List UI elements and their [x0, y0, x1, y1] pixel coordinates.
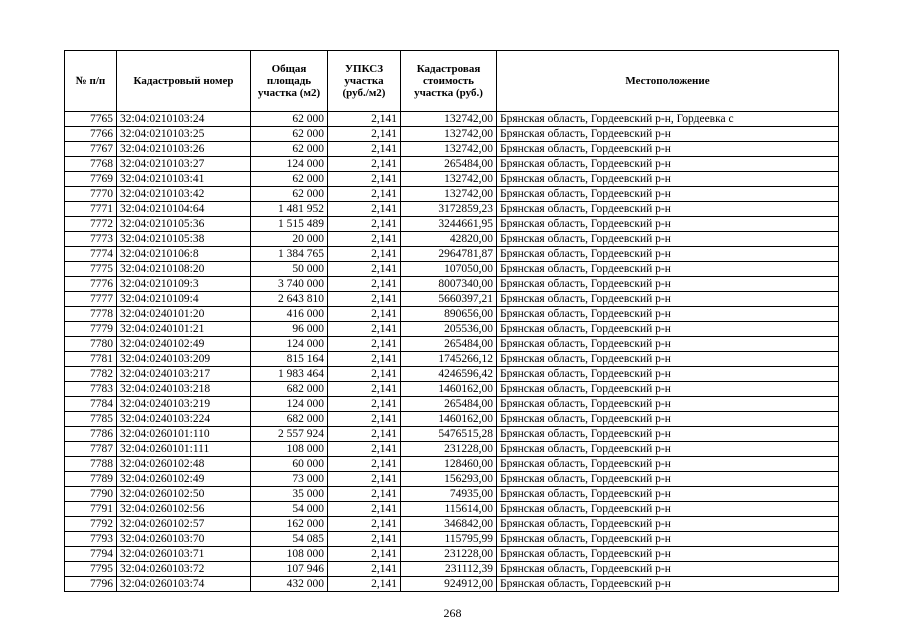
- cell-cost: 205536,00: [401, 322, 497, 337]
- cell-area: 162 000: [251, 517, 328, 532]
- cell-cost: 890656,00: [401, 307, 497, 322]
- cell-cost: 42820,00: [401, 232, 497, 247]
- header-area: Общая площадь участка (м2): [251, 51, 328, 112]
- cell-upk: 2,141: [328, 142, 401, 157]
- table-row: [65, 202, 839, 217]
- table-row: [65, 577, 839, 592]
- cell-cost: 4246596,42: [401, 367, 497, 382]
- cell-area: 815 164: [251, 352, 328, 367]
- table-row: [65, 232, 839, 247]
- cell-upk: 2,141: [328, 112, 401, 127]
- cell-location: Брянская область, Гордеевский р-н: [497, 457, 839, 472]
- cell-cost: 132742,00: [401, 172, 497, 187]
- cell-location: Брянская область, Гордеевский р-н: [497, 232, 839, 247]
- cell-area: 1 384 765: [251, 247, 328, 262]
- cell-area: 682 000: [251, 412, 328, 427]
- table-row: [65, 217, 839, 232]
- cell-area: 107 946: [251, 562, 328, 577]
- cell-area: 62 000: [251, 112, 328, 127]
- cell-num: 7788: [65, 457, 117, 472]
- cell-cadastral-number: 32:04:0240103:224: [117, 412, 251, 427]
- cell-location: Брянская область, Гордеевский р-н: [497, 427, 839, 442]
- cell-upk: 2,141: [328, 127, 401, 142]
- cell-area: 54 000: [251, 502, 328, 517]
- cell-upk: 2,141: [328, 307, 401, 322]
- table-row: [65, 502, 839, 517]
- cell-area: 432 000: [251, 577, 328, 592]
- cell-area: 62 000: [251, 142, 328, 157]
- cell-cadastral-number: 32:04:0260101:110: [117, 427, 251, 442]
- cell-num: 7779: [65, 322, 117, 337]
- cell-num: 7773: [65, 232, 117, 247]
- cell-cadastral-number: 32:04:0260102:57: [117, 517, 251, 532]
- cell-cadastral-number: 32:04:0210105:36: [117, 217, 251, 232]
- cell-num: 7770: [65, 187, 117, 202]
- cell-num: 7772: [65, 217, 117, 232]
- cell-upk: 2,141: [328, 157, 401, 172]
- page-number: 268: [443, 606, 462, 620]
- cell-cost: 3172859,23: [401, 202, 497, 217]
- table-row: [65, 307, 839, 322]
- cell-location: Брянская область, Гордеевский р-н: [497, 367, 839, 382]
- cell-upk: 2,141: [328, 292, 401, 307]
- cell-cadastral-number: 32:04:0240102:49: [117, 337, 251, 352]
- cell-area: 416 000: [251, 307, 328, 322]
- cell-area: 1 515 489: [251, 217, 328, 232]
- table-row: [65, 127, 839, 142]
- cell-cadastral-number: 32:04:0260103:70: [117, 532, 251, 547]
- header-num: № п/п: [65, 51, 117, 112]
- cell-area: 54 085: [251, 532, 328, 547]
- cell-cadastral-number: 32:04:0210103:25: [117, 127, 251, 142]
- cell-area: 2 643 810: [251, 292, 328, 307]
- cell-num: 7795: [65, 562, 117, 577]
- table-row: [65, 292, 839, 307]
- header-row: [65, 51, 839, 112]
- cell-num: 7769: [65, 172, 117, 187]
- cell-cadastral-number: 32:04:0260103:74: [117, 577, 251, 592]
- cell-location: Брянская область, Гордеевский р-н, Гордеевка с: [497, 112, 839, 127]
- cell-area: 1 983 464: [251, 367, 328, 382]
- table-row: [65, 142, 839, 157]
- cell-area: 20 000: [251, 232, 328, 247]
- cell-cost: 231228,00: [401, 442, 497, 457]
- cell-cost: 265484,00: [401, 397, 497, 412]
- cell-upk: 2,141: [328, 442, 401, 457]
- cell-area: 96 000: [251, 322, 328, 337]
- table-row: [65, 487, 839, 502]
- table-row: [65, 382, 839, 397]
- cell-cadastral-number: 32:04:0210103:41: [117, 172, 251, 187]
- cell-area: 62 000: [251, 187, 328, 202]
- cell-cost: 265484,00: [401, 157, 497, 172]
- header-upk: УПКСЗ участка (руб./м2): [328, 51, 401, 112]
- document-page: [64, 50, 839, 592]
- cell-location: Брянская область, Гордеевский р-н: [497, 577, 839, 592]
- cell-num: 7766: [65, 127, 117, 142]
- cell-location: Брянская область, Гордеевский р-н: [497, 307, 839, 322]
- cell-cadastral-number: 32:04:0240101:20: [117, 307, 251, 322]
- cell-cost: 231228,00: [401, 547, 497, 562]
- cell-location: Брянская область, Гордеевский р-н: [497, 337, 839, 352]
- cell-num: 7783: [65, 382, 117, 397]
- cell-location: Брянская область, Гордеевский р-н: [497, 547, 839, 562]
- cell-cadastral-number: 32:04:0210103:26: [117, 142, 251, 157]
- table-row: [65, 532, 839, 547]
- cell-cadastral-number: 32:04:0210103:27: [117, 157, 251, 172]
- cell-cost: 132742,00: [401, 187, 497, 202]
- cell-cost: 132742,00: [401, 127, 497, 142]
- cell-cadastral-number: 32:04:0210108:20: [117, 262, 251, 277]
- cell-num: 7789: [65, 472, 117, 487]
- cell-area: 50 000: [251, 262, 328, 277]
- cell-upk: 2,141: [328, 382, 401, 397]
- cell-upk: 2,141: [328, 472, 401, 487]
- table-row: [65, 397, 839, 412]
- cell-cadastral-number: 32:04:0260102:49: [117, 472, 251, 487]
- cell-num: 7765: [65, 112, 117, 127]
- cell-cost: 2964781,87: [401, 247, 497, 262]
- cell-location: Брянская область, Гордеевский р-н: [497, 247, 839, 262]
- header-cost: Кадастровая стоимость участка (руб.): [401, 51, 497, 112]
- cell-num: 7780: [65, 337, 117, 352]
- cell-upk: 2,141: [328, 322, 401, 337]
- cell-num: 7784: [65, 397, 117, 412]
- table-row: [65, 337, 839, 352]
- cell-cadastral-number: 32:04:0260103:72: [117, 562, 251, 577]
- cell-location: Брянская область, Гордеевский р-н: [497, 517, 839, 532]
- cell-cost: 115614,00: [401, 502, 497, 517]
- cell-upk: 2,141: [328, 547, 401, 562]
- cell-upk: 2,141: [328, 457, 401, 472]
- cell-cadastral-number: 32:04:0240103:219: [117, 397, 251, 412]
- cell-area: 124 000: [251, 157, 328, 172]
- cell-num: 7787: [65, 442, 117, 457]
- cell-upk: 2,141: [328, 397, 401, 412]
- cell-num: 7776: [65, 277, 117, 292]
- cell-upk: 2,141: [328, 277, 401, 292]
- cell-num: 7796: [65, 577, 117, 592]
- cell-num: 7785: [65, 412, 117, 427]
- cell-location: Брянская область, Гордеевский р-н: [497, 277, 839, 292]
- cell-num: 7771: [65, 202, 117, 217]
- cell-location: Брянская область, Гордеевский р-н: [497, 172, 839, 187]
- table-row: [65, 412, 839, 427]
- table-row: [65, 367, 839, 382]
- cell-cadastral-number: 32:04:0210109:4: [117, 292, 251, 307]
- cell-cadastral-number: 32:04:0210109:3: [117, 277, 251, 292]
- cell-location: Брянская область, Гордеевский р-н: [497, 292, 839, 307]
- cell-cost: 128460,00: [401, 457, 497, 472]
- cell-num: 7793: [65, 532, 117, 547]
- cell-num: 7778: [65, 307, 117, 322]
- cell-num: 7774: [65, 247, 117, 262]
- cell-location: Брянская область, Гордеевский р-н: [497, 157, 839, 172]
- cell-cost: 156293,00: [401, 472, 497, 487]
- table-row: [65, 187, 839, 202]
- cell-upk: 2,141: [328, 187, 401, 202]
- cell-area: 124 000: [251, 337, 328, 352]
- table-row: [65, 472, 839, 487]
- table-row: [65, 562, 839, 577]
- cell-upk: 2,141: [328, 337, 401, 352]
- cell-location: Брянская область, Гордеевский р-н: [497, 472, 839, 487]
- cell-upk: 2,141: [328, 487, 401, 502]
- cell-cadastral-number: 32:04:0240103:209: [117, 352, 251, 367]
- table-row: [65, 247, 839, 262]
- cell-cadastral-number: 32:04:0210103:24: [117, 112, 251, 127]
- cell-cost: 5660397,21: [401, 292, 497, 307]
- cell-location: Брянская область, Гордеевский р-н: [497, 187, 839, 202]
- table-row: [65, 322, 839, 337]
- cell-cadastral-number: 32:04:0210103:42: [117, 187, 251, 202]
- cell-upk: 2,141: [328, 262, 401, 277]
- cell-cost: 924912,00: [401, 577, 497, 592]
- cell-area: 35 000: [251, 487, 328, 502]
- cell-area: 108 000: [251, 547, 328, 562]
- cell-cost: 107050,00: [401, 262, 497, 277]
- cell-upk: 2,141: [328, 502, 401, 517]
- cell-cost: 5476515,28: [401, 427, 497, 442]
- cell-location: Брянская область, Гордеевский р-н: [497, 322, 839, 337]
- cell-num: 7792: [65, 517, 117, 532]
- cell-cadastral-number: 32:04:0260102:48: [117, 457, 251, 472]
- cell-cadastral-number: 32:04:0240101:21: [117, 322, 251, 337]
- table-row: [65, 442, 839, 457]
- cell-upk: 2,141: [328, 412, 401, 427]
- cell-location: Брянская область, Гордеевский р-н: [497, 352, 839, 367]
- cell-area: 62 000: [251, 127, 328, 142]
- cell-cost: 346842,00: [401, 517, 497, 532]
- cell-location: Брянская область, Гордеевский р-н: [497, 532, 839, 547]
- table-body: [65, 112, 839, 592]
- cell-cadastral-number: 32:04:0260103:71: [117, 547, 251, 562]
- cell-cost: 231112,39: [401, 562, 497, 577]
- cell-cost: 1460162,00: [401, 382, 497, 397]
- table-row: [65, 277, 839, 292]
- table-header: [65, 51, 839, 112]
- cell-upk: 2,141: [328, 427, 401, 442]
- table-row: [65, 547, 839, 562]
- cell-location: Брянская область, Гордеевский р-н: [497, 127, 839, 142]
- cell-area: 73 000: [251, 472, 328, 487]
- cell-cadastral-number: 32:04:0210104:64: [117, 202, 251, 217]
- cell-cost: 1745266,12: [401, 352, 497, 367]
- cell-upk: 2,141: [328, 247, 401, 262]
- cell-location: Брянская область, Гордеевский р-н: [497, 142, 839, 157]
- cell-area: 60 000: [251, 457, 328, 472]
- table-row: [65, 352, 839, 367]
- table-row: [65, 427, 839, 442]
- header-cadastral-number: Кадастровый номер: [117, 51, 251, 112]
- table-row: [65, 157, 839, 172]
- cell-upk: 2,141: [328, 562, 401, 577]
- table-row: [65, 262, 839, 277]
- cell-cadastral-number: 32:04:0240103:217: [117, 367, 251, 382]
- cell-location: Брянская область, Гордеевский р-н: [497, 382, 839, 397]
- cadastral-table: [64, 50, 839, 592]
- cell-num: 7777: [65, 292, 117, 307]
- cell-upk: 2,141: [328, 352, 401, 367]
- cell-cost: 8007340,00: [401, 277, 497, 292]
- cell-upk: 2,141: [328, 517, 401, 532]
- cell-cost: 265484,00: [401, 337, 497, 352]
- cell-location: Брянская область, Гордеевский р-н: [497, 262, 839, 277]
- cell-location: Брянская область, Гордеевский р-н: [497, 217, 839, 232]
- cell-cadastral-number: 32:04:0240103:218: [117, 382, 251, 397]
- cell-area: 124 000: [251, 397, 328, 412]
- cell-cost: 74935,00: [401, 487, 497, 502]
- cell-location: Брянская область, Гордеевский р-н: [497, 397, 839, 412]
- cell-cost: 132742,00: [401, 142, 497, 157]
- cell-num: 7794: [65, 547, 117, 562]
- table-row: [65, 172, 839, 187]
- cell-cadastral-number: 32:04:0260101:111: [117, 442, 251, 457]
- cell-cost: 115795,99: [401, 532, 497, 547]
- cell-num: 7767: [65, 142, 117, 157]
- cell-area: 682 000: [251, 382, 328, 397]
- cell-area: 1 481 952: [251, 202, 328, 217]
- cell-location: Брянская область, Гордеевский р-н: [497, 442, 839, 457]
- cell-area: 2 557 924: [251, 427, 328, 442]
- cell-cost: 132742,00: [401, 112, 497, 127]
- cell-location: Брянская область, Гордеевский р-н: [497, 487, 839, 502]
- cell-upk: 2,141: [328, 202, 401, 217]
- cell-location: Брянская область, Гордеевский р-н: [497, 412, 839, 427]
- table-row: [65, 112, 839, 127]
- table-row: [65, 517, 839, 532]
- cell-num: 7791: [65, 502, 117, 517]
- cell-location: Брянская область, Гордеевский р-н: [497, 202, 839, 217]
- cell-cost: 3244661,95: [401, 217, 497, 232]
- cell-cadastral-number: 32:04:0260102:50: [117, 487, 251, 502]
- table-row: [65, 457, 839, 472]
- cell-num: 7781: [65, 352, 117, 367]
- header-location: Местоположение: [497, 51, 839, 112]
- cell-num: 7775: [65, 262, 117, 277]
- cell-upk: 2,141: [328, 232, 401, 247]
- cell-upk: 2,141: [328, 367, 401, 382]
- cell-upk: 2,141: [328, 577, 401, 592]
- cell-cadastral-number: 32:04:0210105:38: [117, 232, 251, 247]
- cell-area: 62 000: [251, 172, 328, 187]
- cell-num: 7782: [65, 367, 117, 382]
- cell-cadastral-number: 32:04:0260102:56: [117, 502, 251, 517]
- cell-num: 7786: [65, 427, 117, 442]
- cell-num: 7768: [65, 157, 117, 172]
- cell-cost: 1460162,00: [401, 412, 497, 427]
- cell-cadastral-number: 32:04:0210106:8: [117, 247, 251, 262]
- cell-num: 7790: [65, 487, 117, 502]
- cell-upk: 2,141: [328, 532, 401, 547]
- cell-location: Брянская область, Гордеевский р-н: [497, 562, 839, 577]
- cell-upk: 2,141: [328, 217, 401, 232]
- cell-upk: 2,141: [328, 172, 401, 187]
- cell-area: 108 000: [251, 442, 328, 457]
- cell-location: Брянская область, Гордеевский р-н: [497, 502, 839, 517]
- cell-area: 3 740 000: [251, 277, 328, 292]
